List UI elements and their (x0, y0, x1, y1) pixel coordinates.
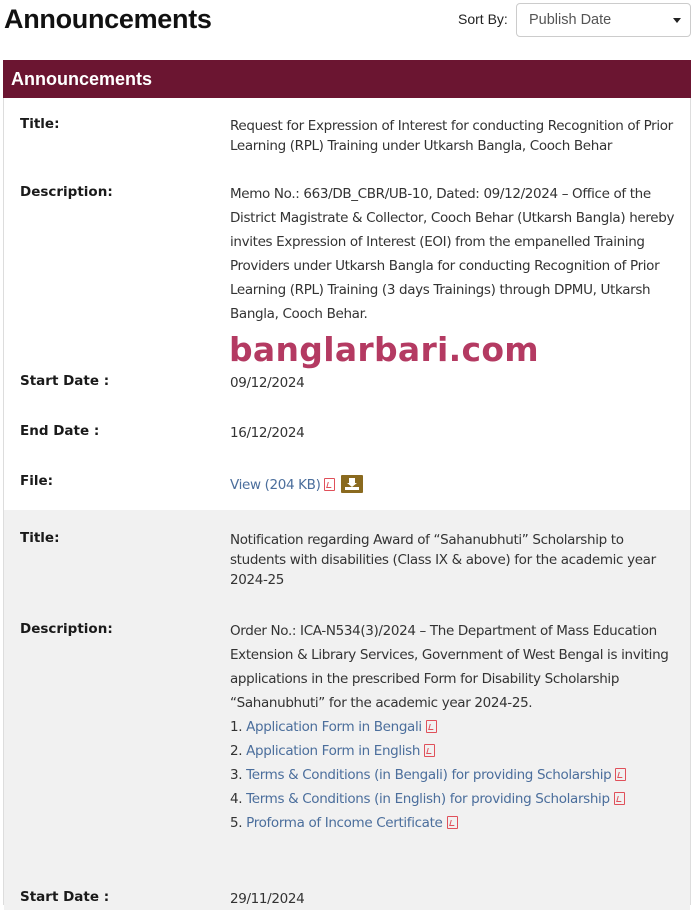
document-item: 3. Terms & Conditions (in Bengali) for providing Scholarship (230, 763, 680, 787)
description-label: Description: (20, 184, 113, 200)
panel-heading: Announcements (3, 60, 691, 98)
download-icon[interactable] (341, 475, 363, 493)
document-link[interactable]: Application Form in English (246, 743, 421, 759)
page-title: Announcements (4, 4, 212, 34)
chevron-down-icon (673, 18, 681, 23)
pdf-icon[interactable] (424, 744, 435, 757)
sort-by-label: Sort By: (458, 11, 508, 27)
pdf-icon[interactable] (447, 816, 458, 829)
document-item: 2. Application Form in English (230, 739, 680, 763)
document-item: 4. Terms & Conditions (in English) for providing Scholarship (230, 787, 680, 811)
announcement-title: Request for Expression of Interest for conducting Recognition of Prior Learning (RPL) Training under Utkarsh Bangla, Cooch Behar (230, 118, 673, 154)
sort-selected-value: Publish Date (529, 12, 612, 28)
watermark-text: banglarbari.com (229, 330, 539, 369)
announcement-description-block (230, 619, 680, 835)
page-header (0, 0, 694, 56)
pdf-icon[interactable] (615, 768, 626, 781)
document-list (230, 715, 680, 835)
file-label: File: (20, 473, 54, 489)
document-link[interactable]: Terms & Conditions (in English) for providing Scholarship (246, 791, 610, 807)
start-date-label: Start Date : (20, 373, 110, 389)
document-link[interactable]: Application Form in Bengali (246, 719, 422, 735)
sort-by-select[interactable] (516, 3, 691, 37)
announcements-panel (3, 60, 691, 905)
pdf-icon[interactable] (614, 792, 625, 805)
document-link[interactable]: Terms & Conditions (in Bengali) for providing Scholarship (246, 767, 612, 783)
announcement-description: Order No.: ICA-N534(3)/2024 – The Department of Mass Education Extension & Library Services, Government of West Bengal is inviting applications in the prescribed Form for Disability Scholarship “Sahanubhuti” for the academic year 2024-25. (230, 623, 669, 711)
announcement-title: Notification regarding Award of “Sahanubhuti” Scholarship to students with disabilities (Class IX & above) for the academic year 2024-25 (230, 532, 656, 588)
document-link[interactable]: Proforma of Income Certificate (246, 815, 443, 831)
description-label: Description: (20, 621, 113, 637)
document-item: 5. Proforma of Income Certificate (230, 811, 680, 835)
announcement-item (4, 510, 690, 910)
end-date-label: End Date : (20, 423, 100, 439)
start-date-label: Start Date : (20, 889, 110, 905)
title-label: Title: (20, 530, 60, 546)
start-date-value: 09/12/2024 (230, 375, 305, 391)
start-date-value: 29/11/2024 (230, 891, 305, 907)
pdf-icon[interactable] (324, 478, 335, 491)
view-file-link[interactable]: View (204 KB) (230, 477, 321, 493)
announcement-item (4, 98, 690, 510)
file-value (230, 475, 680, 495)
end-date-value: 16/12/2024 (230, 425, 305, 441)
title-label: Title: (20, 116, 60, 132)
announcement-description: Memo No.: 663/DB_CBR/UB-10, Dated: 09/12/2024 – Office of the District Magistrate & Collector, Cooch Behar (Utkarsh Bangla) hereby invites Expression of Interest (EOI) from the empanelled Training Providers under Utkarsh Bangla for conducting Recognition of Prior Learning (RPL) Training (3 days Trainings) through DPMU, Utkarsh Bangla, Cooch Behar. (230, 186, 675, 322)
pdf-icon[interactable] (426, 720, 437, 733)
document-item: 1. Application Form in Bengali (230, 715, 680, 739)
